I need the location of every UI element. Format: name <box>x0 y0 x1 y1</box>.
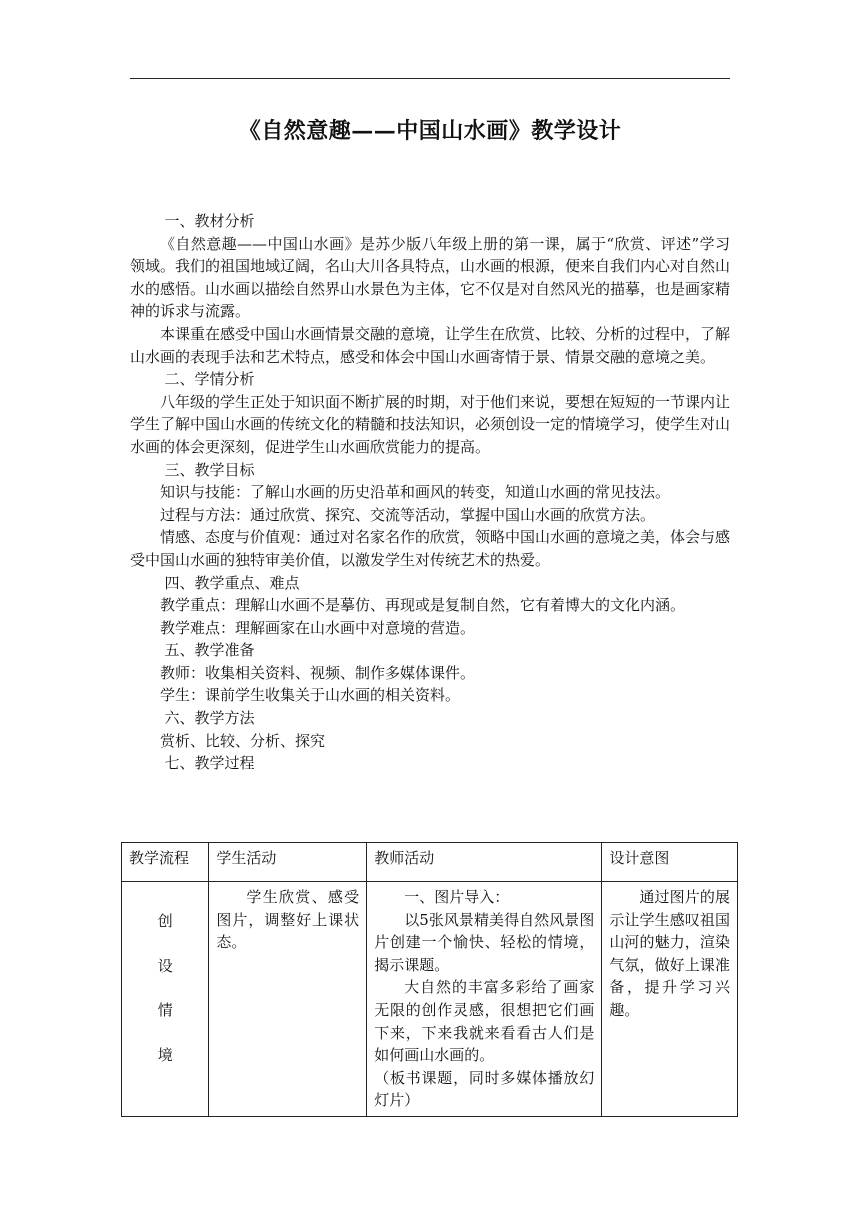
paragraph: 学生：课前学生收集关于山水画的相关资料。 <box>160 686 461 705</box>
student-activity-cell <box>209 882 367 1117</box>
table-header-cell: 教学流程 <box>122 843 209 882</box>
stage-cell <box>122 882 209 1117</box>
section-heading: 七、教学过程 <box>164 754 255 773</box>
stage-char: 创 <box>157 912 173 930</box>
header-rule <box>130 78 730 79</box>
design-intent-cell <box>602 882 738 1117</box>
table-row <box>122 882 738 1117</box>
paragraph: 《自然意趣——中国山水画》是苏少版八年级上册的第一课，属于“欣赏、评述”学习领域。我们的祖国地域辽阔，名山大川各具特点，山水画的根源，便来自我们内心对自然山水的感悟。山水画以描绘自然界山水景色为主体，它不仅是对自然风光的描摹，也是画家精神的诉求与流露。 <box>130 234 731 321</box>
teacher-activity-cell <box>367 882 602 1117</box>
paragraph: 本课重在感受中国山水画情景交融的意境，让学生在欣赏、比较、分析的过程中，了解山水画的表现手法和艺术特点，感受和体会中国山水画寄情于景、情景交融的意境之美。 <box>130 324 731 366</box>
teaching-process-table <box>121 842 738 1117</box>
stage-char: 境 <box>157 1045 173 1064</box>
teacher-activity-text: 以5张风景精美得自然风景图片创建一个愉快、轻松的情境，揭示课题。 <box>374 910 595 974</box>
table-header-cell: 学生活动 <box>209 843 367 882</box>
stage-char: 设 <box>157 956 173 975</box>
paragraph: 教学重点：理解山水画不是摹仿、再现或是复制自然，它有着博大的文化内涵。 <box>160 596 686 615</box>
section-heading: 三、教学目标 <box>164 460 255 479</box>
section-heading: 五、教学准备 <box>164 641 255 660</box>
paragraph: 八年级的学生正处于知识面不断扩展的时期，对于他们来说，要想在短短的一节课内让学生了解中国山水画的传统文化的精髓和技法知识，必须创设一定的情境学习，使学生对山水画的体会更深刻，促进学生山水画欣赏能力的提高。 <box>130 392 731 456</box>
teacher-activity-heading: 一、图片导入： <box>404 888 510 906</box>
document-title: 《自然意趣——中国山水画》教学设计 <box>238 118 622 144</box>
table-header-cell: 设计意图 <box>602 843 738 882</box>
paragraph: 赏析、比较、分析、探究 <box>160 731 326 750</box>
paragraph: 知识与技能：了解山水画的历史沿革和画风的转变，知道山水画的常见技法。 <box>160 483 671 502</box>
teacher-activity-note: （板书课题，同时多媒体播放幻灯片） <box>374 1068 595 1110</box>
section-heading: 六、教学方法 <box>164 709 255 728</box>
paragraph: 情感、态度与价值观：通过对名家名作的欣赏，领略中国山水画的意境之美，体会与感受中国山水画的独特审美价值，以激发学生对传统艺术的热爱。 <box>130 528 731 569</box>
stage-char: 情 <box>157 1001 173 1020</box>
table-header-cell: 教师活动 <box>367 843 602 882</box>
section-heading: 一、教材分析 <box>164 212 255 230</box>
paragraph: 过程与方法：通过欣赏、探究、交流等活动，掌握中国山水画的欣赏方法。 <box>160 505 656 524</box>
table-header-row <box>122 843 738 882</box>
paragraph: 教学难点：理解画家在山水画中对意境的营造。 <box>160 618 476 637</box>
student-activity-text: 学生欣赏、感受图片，调整好上课状态。 <box>216 888 360 952</box>
paragraph: 教师：收集相关资料、视频、制作多媒体课件。 <box>160 663 476 682</box>
design-intent-text: 通过图片的展示让学生感叹祖国山河的魅力，渲染气氛，做好上课准备，提升学习兴趣。 <box>609 888 730 1019</box>
teacher-activity-text: 大自然的丰富多彩给了画家无限的创作灵感，很想把它们画下来，下来我就来看看古人们是如何画山水画的。 <box>374 978 595 1065</box>
section-heading: 四、教学重点、难点 <box>164 573 300 592</box>
section-heading: 二、学情分析 <box>164 370 255 389</box>
document-body <box>130 210 730 775</box>
